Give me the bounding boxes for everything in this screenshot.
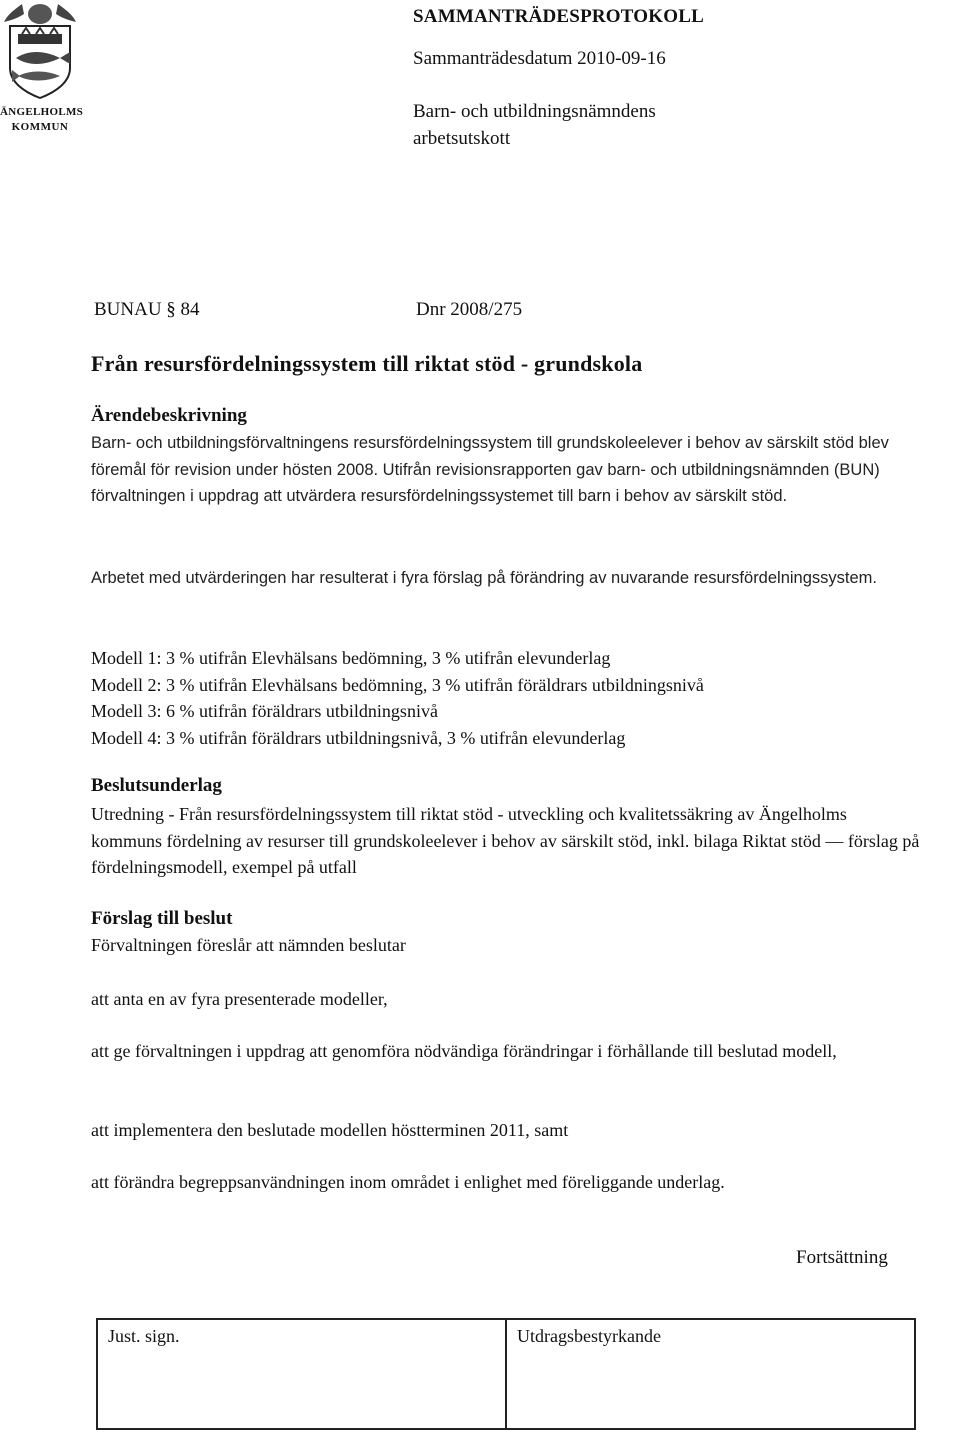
model-item: Modell 4: 3 % utifrån föräldrars utbildningsnivå, 3 % utifrån elevunderlag xyxy=(91,727,626,748)
logo-text-line1: ÄNGELHOLMS xyxy=(0,106,84,118)
description-text: Barn- och utbildningsförvaltningens resursfördelningssystem till grundskoleelever i behov av särskilt stöd blev föremål för revision under hösten 2008. Utifrån revisionsrapporten gav barn- och utbildningsnämnden (BUN) förvaltningen i uppdrag att utvärdera resursfördelningssystemet till barn i behov av särskilt stöd. xyxy=(91,434,889,505)
model-item: Modell 2: 3 % utifrån Elevhälsans bedömning, 3 % utifrån föräldrars utbildningsnivå xyxy=(91,674,704,695)
continuation-label: Fortsättning xyxy=(796,1247,888,1268)
proposal-intro: Förvaltningen föreslår att nämnden beslutar xyxy=(91,935,406,955)
municipality-logo xyxy=(0,0,84,140)
proposal-item: att anta en av fyra presenterade modeller, xyxy=(91,989,388,1009)
certify-label: Utdragsbestyrkande xyxy=(517,1326,661,1346)
proposal-item: att implementera den beslutade modellen höstterminen 2011, samt xyxy=(91,1120,569,1140)
coat-of-arms-icon xyxy=(0,0,84,140)
model-item: Modell 1: 3 % utifrån Elevhälsans bedömning, 3 % utifrån elevunderlag xyxy=(91,648,611,668)
proposal-item: att ge förvaltningen i uppdrag att genomföra nödvändiga förändringar i förhållande till beslutad modell, xyxy=(91,1041,837,1061)
protocol-title: SAMMANTRÄDESPROTOKOLL xyxy=(413,6,704,27)
case-id: BUNAU § 84 xyxy=(94,299,200,320)
proposal-item: att förändra begreppsanvändningen inom området i enlighet med föreliggande underlag. xyxy=(91,1172,725,1192)
certify-cell xyxy=(507,1320,914,1428)
case-dnr: Dnr 2008/275 xyxy=(416,299,523,320)
case-title: Från resursfördelningssystem till riktat stöd - grundskola xyxy=(91,351,643,376)
basis-heading: Beslutsunderlag xyxy=(91,775,222,796)
logo-text-line2: KOMMUN xyxy=(11,121,69,133)
signature-box xyxy=(96,1318,916,1430)
proposal-heading: Förslag till beslut xyxy=(91,908,233,929)
committee-subname: arbetsutskott xyxy=(413,128,511,149)
model-item: Modell 3: 6 % utifrån föräldrars utbildningsnivå xyxy=(91,701,438,721)
meeting-date: Sammanträdesdatum 2010-09-16 xyxy=(413,48,666,69)
committee-name: Barn- och utbildningsnämndens xyxy=(413,101,656,122)
basis-text: Utredning - Från resursfördelningssystem till riktat stöd - utveckling och kvalitetssäkring av Ängelholms kommuns fördelning av resurser till grundskoleelever i behov av särskilt stöd, inkl. bilaga Riktat stöd — förslag på fördelningsmodell, exempel på utfall xyxy=(91,804,920,877)
result-text: Arbetet med utvärderingen har resulterat i fyra förslag på förändring av nuvarande resursfördelningssystem. xyxy=(91,569,877,587)
model-list xyxy=(91,645,921,751)
sign-cell xyxy=(98,1320,507,1428)
description-heading: Ärendebeskrivning xyxy=(91,405,247,426)
sign-label: Just. sign. xyxy=(108,1326,180,1346)
